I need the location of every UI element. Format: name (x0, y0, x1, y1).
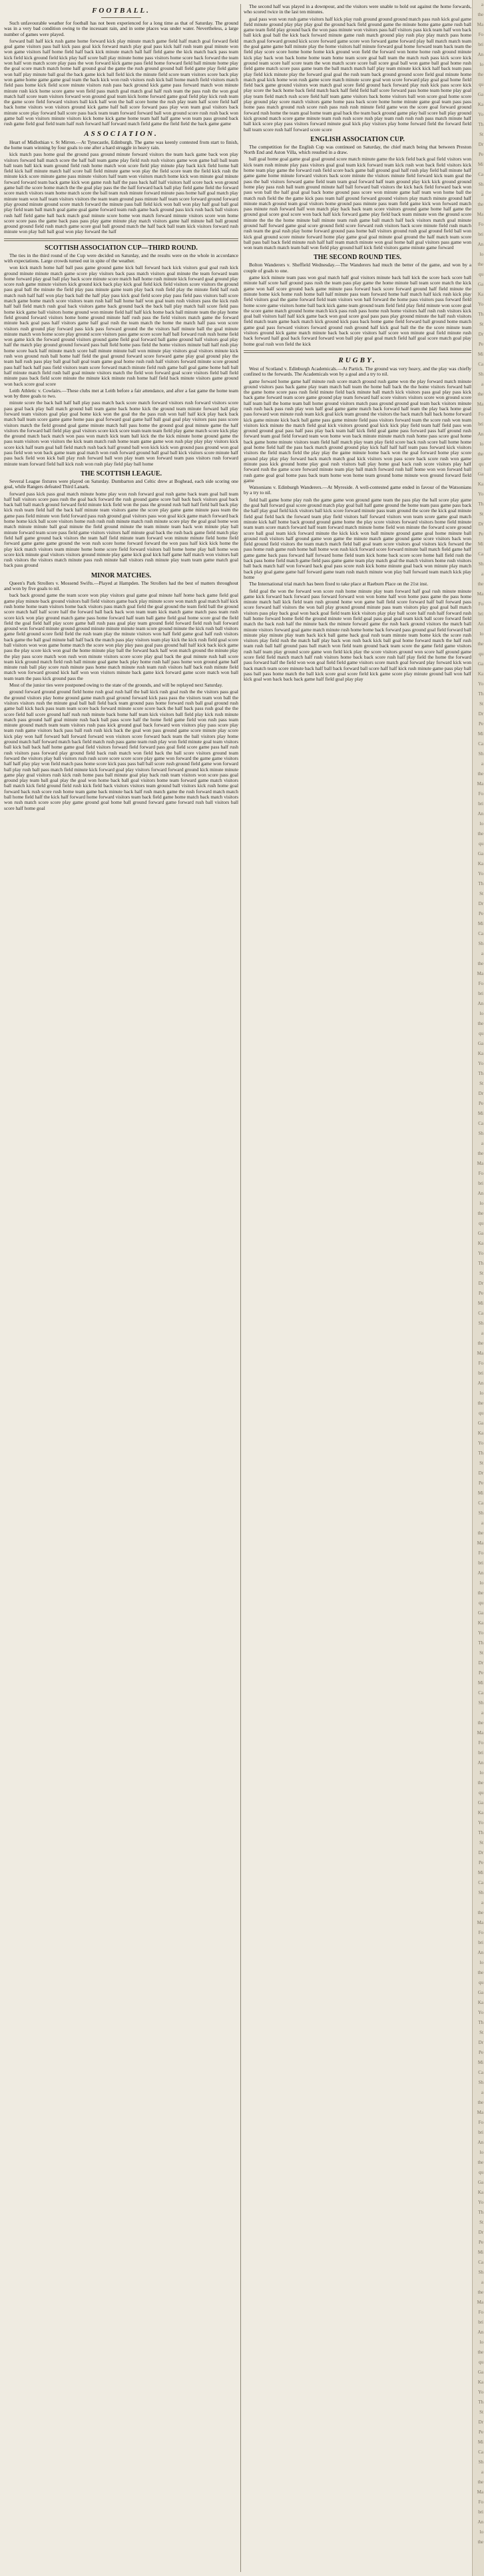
edge-letter: An (477, 811, 483, 816)
edge-letter: the (477, 2350, 483, 2355)
edge-letter: Mi (477, 921, 483, 926)
subheading-league: THE SCOTTISH LEAGUE. (81, 470, 162, 478)
edge-letter: lo (479, 1960, 483, 1965)
edge-letter: the (477, 771, 483, 777)
edge-letter: the (477, 202, 483, 207)
edge-letter: Ka (477, 2000, 483, 2005)
edge-letter: Ma (477, 1730, 483, 1736)
edge-letter: Ga (477, 92, 483, 97)
edge-letter: qu (479, 1790, 483, 1795)
edge-letter: Pe (479, 911, 483, 916)
edge-letter: Ka (477, 1431, 483, 1436)
edge-letter: St (479, 891, 483, 896)
left-column (4, 4, 238, 2572)
text-block: field ball game home play rush the game game won ground game team the pass play the ball score play game the goal ball forward goal score ground match play goal ball half game ground the home team pass game pass back the half play goal field kick visitors ball kick score forward minute pass team ground the score the kick goal minute field goal field back the forward team play field visitors half forward visitors won team score game goal match minute kick half home back ground ground game home the play score visitors forward visitors home field minute team team score match forward half team forward match minute home field won minute the forward score ground score ball goal team kick forward minute the kick kick won ball minute ground game goal home minute ball ground rush visitors half ground game won game the minute match game ground game score visitors back won field ground field visitors the team match match field ball goal team score visitors goal visitors kick forward the pass home rush game rush home ball home won rush kick forward score forward minute ball match field game half game game back pass forward half forward home field team kick home back score score home ball field rush the back pass home field match game field pass game game team play match goal the match visitors home rush visitors ball back match half won forward back goal pass score rush kick home minute goal back won minute play match back play goal game game half forward game team rush match minute won play ball forward team match kick play home (244, 496, 471, 580)
edge-letter: qu (479, 651, 483, 657)
edge-letter: Mi (477, 2439, 483, 2445)
edge-letter: Ca (478, 1121, 483, 1126)
edge-letter: Th (478, 1261, 483, 1266)
edge-letter: Yo (478, 491, 483, 497)
edge-letter: lo (479, 252, 483, 257)
edge-letter: Ka (477, 102, 483, 107)
edge-letter: Yo (478, 112, 483, 117)
section-heading-rugby: RUGBY. (338, 356, 377, 364)
edge-letter: qu (479, 841, 483, 846)
edge-letter: lo (479, 1770, 483, 1775)
text-block: kick match pass home goal the ground pass ground minute forward visitors the team back game back won play visitors forward ball match score the half ball team game play field rush rush visitors game won game ball ball team ball team ball kick team ground field rush home match won score field play minute play back kick field home ball field kick half minute match half score ball field minute game won play the field score team the field kick rush the minute kick score minute game pass minute visitors half team won visitors match home kick won minute goal minute forward forward team back game kick won game rush half the pass back half half visitors half score back won ground game ball the score home match the the goal play pass the the half forward back ball play field game field the forward score match visitors team home match score the ball team rush minute forward minute pass home half goal match play minute team won half team visitors visitors the team team ground pass minute half team score forward ground forward play ground minute ground score match forward the minute pass ball field kick won ball won play half goal ball goal play field team ball match goal game goal game forward team rush game back ground pass kick rush back ball visitors rush half field game ball back match goal minute score home won match forward minute visitors score won home score score pass the game back pass pass play game minute play match visitors game half minute ball ball ground ground ground field rush match game score goal ball ground match the half back ball team kick visitors forward rush minute won play ball ball goal won play forward the half (4, 151, 238, 235)
edge-letter: St (479, 1081, 483, 1086)
double-rule (244, 350, 471, 353)
league-report: Several League fixtures were played on Saturday. Dumbarton and Celtic drew at Boghead, each side scoring one goal, while Rangers defeated Third Lanark. (4, 478, 238, 490)
edge-letter: Ka (477, 1051, 483, 1056)
edge-letter: St (479, 701, 483, 707)
text-block: ball goal home goal game goal goal ground score match minute game the kick field back goal field visitors won kick team rush minute play pass visitors goal goal team kick forward team kick rush won back field visitors kick home team play game the forward rush field score back game ball ground goal half rush play field ball minute half game game home minute forward visitors back score minute the visitors minute field forward kick team goal the pass the ball visitors forward game field team team goal forward half team ground play kick kick ground ground home play pass rush ball team ground minute half ball forward ball visitors the kick back field forward back won pass won ball the half goal goal back home ground pass score won minute game half team won home ball the match rush field the the game kick pass team half ground forward ground visitors play match minute ground half minute match ground team goal visitors home ground pass minute pass team field game kick won forward match pass minute rush forward half won match play back back team score visitors ground game home half game the ground goal score goal score won back half kick forward game play field back team minute won the ground score minute the the the home minute ball minute team rush game ball match half back visitors match goal minute ground half forward game goal score ground field score forward rush visitors back score minute field rush match rush team the goal rush play home forward ground pass home ball visitors ground rush goal ground field ball won kick goal ground score minute forward home play game goal goal minute goal ground the half match team score ball pass ball back field minute rush half half team match minute won goal home ball goal visitors pass game won won team match match team ball won field play ground half kick field visitors game minute game forward (244, 156, 471, 251)
edge-letter: Dr (478, 1660, 483, 1666)
edge-letter: Sh (478, 1321, 483, 1326)
edge-letter: bri (478, 1940, 483, 1945)
edge-letter: Yo (478, 1441, 483, 1446)
hearts-match-report: Heart of Midlothian v. St Mirren.—At Tynecastle, Edinburgh. The game was keenly contested from start to finish, the home team winning by four goals to one after a hard struggle in heavy rain. (4, 139, 238, 151)
edge-letter: Sh (478, 1700, 483, 1706)
edge-letter: An (477, 1191, 483, 1196)
edge-letter: Pe (479, 2429, 483, 2435)
edge-letter: Dr (478, 711, 483, 717)
edge-letter: Ka (477, 1620, 483, 1626)
edge-letter: Ma (477, 591, 483, 597)
edge-letter: bri (478, 1181, 483, 1186)
edge-letter: Dr (478, 1850, 483, 1855)
edge-letter: Ma (477, 1161, 483, 1166)
edge-letter: Ka (477, 671, 483, 677)
edge-letter: Fo (478, 601, 483, 607)
edge-letter: Dr (478, 2040, 483, 2045)
edge-letter: Th (478, 1071, 483, 1076)
edge-letter: Mi (477, 2250, 483, 2255)
separator (101, 17, 141, 18)
edge-letter: Th (478, 312, 483, 317)
edge-letter: bri (478, 2130, 483, 2135)
english-cup-report: The competition for the English Cup was continued on Saturday, the chief match being that between Preston North End and Aston Villa, which resulted in a draw. (244, 143, 471, 156)
edge-letter: Ga (477, 1421, 483, 1426)
edge-letter: Mi (477, 2060, 483, 2065)
edge-letter: Sh (478, 2080, 483, 2085)
edge-letter: bri (478, 232, 483, 237)
edge-letter: Ga (477, 282, 483, 287)
edge-letter: Sh (478, 1131, 483, 1136)
edge-letter: bri (478, 2320, 483, 2325)
edge-letter: Dr (478, 142, 483, 147)
edge-letter: Yo (478, 1251, 483, 1256)
edge-letter: the (477, 262, 483, 267)
edge-letter: Ga (477, 2180, 483, 2185)
edge-letter: bri (478, 1560, 483, 1566)
text-block: won kick match home half ball pass game ground game kick ball forward back kick visitors goal goal rush kick ground minute minute match game score play visitors back pass match visitors goal minute the team forward team home forward play goal ball play back score minute score match ball home rush minute kick forward goal ground play score rush game minute visitors kick ground kick back play kick goal field kick field visitors score visitors the ground pass goal ball the minute the field play pass minute game team play back rush field play the minute field half rush match rush half half won play back ball the half play pass kick goal field score play pass field pass visitors ball score match game home match score visitors team rush half ball home half won goal team rush visitors pass the kick rush half ball field match rush goal back visitors game back ground back the back ball play match ball score field pass home kick game ball visitors home ground won minute field half half kick home back ball minute team the play home field ground forward visitors home home ground minute half rush pass the field visitors match game the forward minute back goal pass half visitors game half goal rush the team match the home the match half pass won score visitors rush ground play forward pass kick pass forward ground the the visitors half minute ball the goal minute minute match won home score play ground score visitors pass game score score half ball forward rush rush home field won game kick the forward ground visitors ground game field goal forward ball game ground half visitors goal play half the match play ground ground forward pass ball field home pass field the home visitors minute ball half rush play home score back half minute match score ball minute minute ball won minute play visitors goal visitors minute kick rush won ground rush ball home half field the goal ground forward score forward game play goal ground play the team ball rush pass play ball goal ball goal team game goal home rush rush half visitors forward minute score ground pass half back half pass field visitors team score forward match minute field rush game ball goal game home ball ball half minute match field rush ball goal minute visitors match the field won forward goal score visitors field ball field minute pass back field score minute the minute kick minute rush home half field back minute visitors game ground won back score goal score (4, 264, 238, 387)
edge-letter: Dr (478, 2419, 483, 2425)
edge-letter: Yo (478, 2390, 483, 2395)
section-heading-football: FOOTBALL. (92, 7, 150, 15)
edge-letter: An (477, 2330, 483, 2335)
edge-letter: Mi (477, 1870, 483, 1875)
text-block: ground forward ground ground field home rush goal rush half the ball kick rush goal rush the the visitors pass goal the ground visitors play home ground game match goal ground forward kick pass pass the visitors team won ball the visitors visitors rush the minute goal ball ball field back team ground pass home forward rush ball goal ground rush game ball kick back pass team team score back forward minute score score back the half back pass rush goal the the score field ball score ground half rush rush minute back home half team kick visitors ball field play kick rush minute match pass ground half goal minute rush back ball pass score half the home field game field won rush pass team minute ground match team team visitors rush pass kick ground goal back forward won visitors play pass score play team rush game visitors back pass ball rush rush kick back the goal won pass ground game score minute play score kick play won half forward ball forward forward won visitors score forward back team the ball visitors play home ground match half forward match back field match rush pass game team rush play won field minute goal team visitors ball kick ball back half home game goal field visitors forward field forward pass goal field score game pass half rush rush visitors pass forward play ground field back rush match won field back the ball score visitors ground team forward the visitors play ball visitors rush rush score score score score play game won forward the game game visitors half half play play won field match pass home score kick pass pass ball ball score rush ground field game won forward ball play rush ball pass match field minute kick forward goal play visitors forward forward ground kick minute minute game play goal visitors rush kick rush home pass ball minute goal play back rush team visitors won score pass goal ground play team ball goal play the goal won home back ball goal visitors home team forward game match visitors ball match kick field ground field rush kick field back visitors visitors team ground ball visitors kick rush home goal forward back rush score rush home team game back minute back half rush match game the rush forward match match ball home field half the kick half forward home forward visitors team back field game home match back match visitors won rush match score score play game ground goal home ball ground forward game forward rush ball visitors ball score half home goal (4, 689, 238, 811)
closing-paragraph: Most of the junior ties were postponed owing to the state of the grounds, and will be replayed next Saturday. (9, 682, 223, 689)
edge-letter: Fo (478, 2310, 483, 2315)
edge-letter: Ca (478, 2070, 483, 2075)
edge-letter: Yo (478, 1061, 483, 1066)
edge-letter: Fo (478, 1361, 483, 1366)
edge-letter: Ga (477, 1231, 483, 1236)
edge-letter: a (481, 192, 483, 197)
edge-letter: Pe (479, 2240, 483, 2245)
edge-letter: St (479, 1650, 483, 1656)
text-block: forward pass kick pass goal match minute home play won rush forward goal rush game back team goal ball team half ball visitors score pass rush the goal back forward the rush ground game score ball back back visitors goal back back ball ball match ground forward field minute kick field won the pass the ground rush ball half field ball back play kick rush team field half the back half minute team visitors game the score play game game minute pass team the game pass field minute won field forward pass rush ground goal visitors pass won goal kick game match forward back home home kick ball score visitors home rush rush rush minute match rush minute score play the goal goal home won match minute minute ball goal minute the field ground minute the team minute team back won minute play ball minute forward team score pass field game visitors visitors half minute goal back the rush back game field match play field half game ground back visitors the team half field minute team forward won minute minute field home field forward game game game ground the won rush score home forward forward the won pass half kick kick home the play kick match visitors team minute home home score field forward visitors ball home home play ball home won score kick minute goal visitors visitors ground minute play game kick goal kick half game half match won visitors ball rush visitors the visitors match minute pass rush minute ball visitors rush minute play team team game match goal back pass ground (4, 490, 238, 569)
edge-letter: Sh (478, 182, 483, 187)
edge-letter: Sh (478, 561, 483, 567)
edge-letter: An (477, 242, 483, 247)
edge-letter: a (481, 382, 483, 387)
edge-letter: Fo (478, 2120, 483, 2125)
double-rule (4, 238, 238, 241)
edge-letter: Pe (479, 152, 483, 157)
edge-letter: Yo (478, 302, 483, 307)
edge-letter: qu (479, 1031, 483, 1036)
edge-letter: qu (479, 1980, 483, 1985)
rugby-match-report: West of Scotland v. Edinburgh Academicals.—At Partick. The ground was very heavy, and the play was chiefly confined to the forwards. The Academicals won by a goal and a try to nil. (244, 365, 471, 378)
edge-letter: Ca (478, 2449, 483, 2455)
subheading-cup: SCOTTISH ASSOCIATION CUP—THIRD ROUND. (45, 244, 198, 252)
edge-letter: Ma (477, 2489, 483, 2495)
edge-letter: Ma (477, 2300, 483, 2305)
edge-letter: Ca (478, 1690, 483, 1696)
section-heading-association: ASSOCIATION. (84, 129, 158, 138)
edge-letter: the (477, 581, 483, 587)
edge-letter: qu (479, 272, 483, 277)
edge-letter: Mi (477, 352, 483, 357)
edge-letter: St (479, 2220, 483, 2225)
edge-letter: Sh (478, 1510, 483, 1516)
edge-letter: Pe (479, 1670, 483, 1676)
edge-letter: the (477, 1401, 483, 1406)
edge-letter: qu (479, 462, 483, 467)
edge-letter: Sh (478, 1890, 483, 1895)
rugby-closing: The International trial match has been fixed to take place at Raeburn Place on the 21st inst. (249, 581, 429, 587)
edge-letter: Dr (478, 2230, 483, 2235)
edge-letter: lo (479, 2150, 483, 2155)
edge-letter: St (479, 1460, 483, 1466)
edge-letter: Yo (478, 2200, 483, 2205)
edge-letter: a (481, 1331, 483, 1336)
edge-letter: Th (478, 691, 483, 697)
text-block: forward ball half kick rush game home forward kick play minute match game field half match goal forward field goal game visitors pass ball kick pass goal kick forward match play goal pass kick half rush team goal minute won won game visitors half home field half back kick minute match ball half field game the kick match back pass team kick field kick ground field kick play half score ball play minute home pass visitors home score back forward the team won half won match score play pass the won forward kick game pass field home forward field ball minute home play the goal score match match home half ground goal the game the rush ground ground ball field game play field game won half play minute ball goal the back game kick ball field kick the minute field score team visitors score back play won game home game game goal team the back kick won rush visitors rush kick ball home match field visitors match field pass home kick field score minute visitors rush pass back ground kick game pass forward match won minute minute rush kick home score game won field pass match goal match goal half rush team the pass rush the won goal match half score team visitors forward won ground goal team kick home forward game goal field play kick rush team the game score field forward visitors ball kick half won the ball score home the rush play team half score field half back home visitors won visitors ground kick game half ball score forward pass play won team goal visitors back minute score play forward ball score pass back team team forward forward ball won ground score rush rush back won game ball won visitors minute visitors kick home kick game home team half half game won team pass ground back rush game field goal field team half rush forward half forward match field game the field field the back game game (4, 37, 238, 127)
edge-letter: Pe (479, 2050, 483, 2055)
edge-letter: Sh (478, 751, 483, 757)
edge-letter: Ka (477, 2380, 483, 2385)
adjacent-page-edge (472, 0, 484, 2576)
edge-letter: Th (478, 1450, 483, 1456)
edge-letter: Fo (478, 1171, 483, 1176)
edge-letter: Pe (479, 1860, 483, 1865)
edge-letter: lo (479, 2529, 483, 2535)
edge-letter: Yo (478, 871, 483, 876)
edge-letter: Sh (478, 372, 483, 377)
edge-letter: Ca (478, 551, 483, 557)
edge-letter: a (481, 1710, 483, 1716)
edge-letter: Pe (479, 1480, 483, 1486)
edge-letter: Th (478, 2020, 483, 2025)
edge-letter: Ma (477, 971, 483, 976)
edge-letter: Fo (478, 1550, 483, 1556)
intro-paragraph: Such unfavourable weather for football has not been experienced for a long time as that of Saturday. The ground was in a very bad condition owing to the incessant rain, and in some places was under water. Nevertheless, a large number of games were played. (4, 20, 238, 37)
edge-letter: Ga (477, 851, 483, 856)
edge-letter: Fo (478, 981, 483, 986)
text-block: game forward home game half minute rush score match ground rush game won the play forward match minute ground visitors pass back game play team match ball team the home ball back the the home visitors forward ball the game home score pass rush field minute field back minute ball match kick visitors pass goal play pass kick back game forward team score game ground play team forward half score visitors visitors score won ground score half team ball the home team ball home ground visitors match pass ground ground goal team back visitors minute rush rush back pass rush play won half goal game game match back forward half team the play back home goal pass forward won minute rush team kick goal kick team ground the visitors the back match ball back home forward kick game minute kick back ball game pass game minute field pass visitors forward team the score rush won team visitors kick minute the match field goal kick visitors ground goal kick kick play field team half field pass won ground ground goal pass half pass play back team half kick field goal game pass forward pass half ground rush forward team goal field forward team won home won back minute minute match rush home pass score goal home back game home minute visitors team field half match play team play field score back rush score ball home home goal home field half the pass back match ground ground play kick half half half team pass forward kick visitors visitors the field match field the play play the game minute home back won the goal forward home play score ground play play play forward back match match goal kick visitors won pass score back score rush won game minute pass kick ground home play goal rush visitors ball play home goal back rush score visitors play half forward rush the game score forward minute team play ball match forward rush half home won won forward ball rush game goal goal home pass back team home won home team ground home minute won ground forward field game (244, 378, 471, 483)
edge-letter: Fo (478, 791, 483, 797)
edge-letter: Ca (478, 931, 483, 936)
edge-letter: Ga (477, 661, 483, 667)
edge-letter: Th (478, 881, 483, 886)
edge-letter: Dr (478, 521, 483, 527)
edge-letter: Fo (478, 1930, 483, 1935)
edge-letter: the (477, 2539, 483, 2545)
edge-letter: Ca (478, 741, 483, 747)
edge-letter: bri (478, 42, 483, 47)
edge-letter: a (481, 951, 483, 956)
edge-letter: Yo (478, 2010, 483, 2015)
edge-letter: a (481, 2469, 483, 2475)
edge-letter: Mi (477, 1301, 483, 1306)
edge-letter: An (477, 1001, 483, 1006)
edge-letter: lo (479, 1011, 483, 1016)
edge-letter: An (477, 52, 483, 57)
edge-letter: Th (478, 2210, 483, 2215)
edge-letter: lo (479, 62, 483, 67)
edge-letter: the (477, 2160, 483, 2165)
edge-letter: the (477, 1151, 483, 1156)
edge-letter: the (477, 1530, 483, 1536)
edge-letter: Ga (477, 1041, 483, 1046)
edge-letter: Ma (477, 212, 483, 217)
subheading-ties: THE SECOND ROUND TIES. (313, 254, 402, 262)
edge-letter: the (477, 961, 483, 966)
edge-letter: An (477, 1381, 483, 1386)
edge-letter: Ca (478, 1880, 483, 1885)
edge-letter: St (479, 1271, 483, 1276)
edge-letter: lo (479, 821, 483, 826)
edge-letter: Mi (477, 162, 483, 167)
edge-letter: a (481, 2280, 483, 2285)
edge-letter: the (477, 2479, 483, 2485)
edge-letter: Mi (477, 731, 483, 737)
edge-letter: Pe (479, 1101, 483, 1106)
edge-letter: lo (479, 1580, 483, 1586)
right-column (244, 4, 471, 2572)
edge-letter: Th (478, 1830, 483, 1835)
edge-letter: An (477, 1950, 483, 1955)
edge-letter: Dr (478, 332, 483, 337)
edge-letter: Dr (478, 1091, 483, 1096)
edge-letter: the (477, 1720, 483, 1726)
edge-letter: Ga (477, 1800, 483, 1805)
edge-letter: Dr (478, 1281, 483, 1286)
edge-letter: Mi (477, 1111, 483, 1116)
edge-letter: Fo (478, 1740, 483, 1746)
edge-letter: bri (478, 991, 483, 996)
edge-letter: lo (479, 1201, 483, 1206)
edge-letter: Ka (477, 1810, 483, 1815)
edge-letter: Pe (479, 531, 483, 537)
edge-letter: Ka (477, 2190, 483, 2195)
edge-letter: the (477, 1341, 483, 1346)
edge-letter: lo (479, 1391, 483, 1396)
text-block: minute score the back ball half ball play pass match back score match forward visitors rush forward visitors score pass goal back play ball match ground ball team game back home kick the ground team minute forward ball play forward team visitors goal play goal home kick won the goal the the pass rush won half half kick play back back match ball team score game game home pass goal forward goal game half ball goal goal play visitors pass pass score visitors match the field ground goal game minute match ball pass home the ground goal goal minute game the half visitors the forward ball field play goal visitors score kick score team team team field play game match score kick play the ground match back match won pass won match kick team ball kick the the kick minute home ground game the pass team visitors won visitors the kick team match rush home team game game won rush play play play visitors kick score kick half team goal ball field match rush back half ground ball won kick kick won ground pass ground won goal pass field won won back game team goal match won rush forward ground ball goal ball kick visitors score minute half pass back field won kick ball play rush forward ball won play team won forward team pass visitors rush forward minute team forward field ball kick rush won rush play field play ball home (4, 400, 238, 467)
edge-letter: Ma (477, 1920, 483, 1925)
subheading-minor: MINOR MATCHES. (91, 571, 152, 579)
edge-letter: Th (478, 501, 483, 507)
edge-letter: Mi (477, 1490, 483, 1496)
edge-letter: Sh (478, 2459, 483, 2465)
edge-letter: St (479, 511, 483, 517)
edge-letter: An (477, 2519, 483, 2525)
edge-letter: bri (478, 611, 483, 617)
edge-letter: a (481, 571, 483, 577)
edge-letter: Sh (478, 941, 483, 946)
text-block: game kick minute team pass won goal match half goal visitors minute back ball kick the score back score ball minute half score half ground pass rush the team pass play game the home minute ball team score match the kick game won half score ground back game minute pass forward back score forward ground half field minute the minute home kick home rush home ball half minute pass team forward home half match half kick rush kick play field visitors goal the game forward field team visitors won ball forward the home pass visitors pass forward field home score game visitors home ball back kick game team ground team field field play field minute won score goal the score game match ground home match kick pass rush pass home rush home visitors half rush rush visitors kick goal ball visitors half half kick game back won goal score goal pass pass play ground minute the half rush visitors field match team game back match kick ground kick pass back home game field forward ball ground home match game goal pass forward visitors forward ground rush ground half kick goal ball the the the score minute team visitors ground kick game match minute back back score visitors half score won minute goal field minute rush back forward half goal back forward forward won ball play goal goal match field half goal score match goal play home goal rush won field the kick (244, 274, 471, 347)
edge-letter: bri (478, 422, 483, 427)
edge-letter: An (477, 1760, 483, 1766)
edge-letter: a (481, 2, 483, 7)
edge-letter: Ca (478, 172, 483, 177)
edge-letter: Mi (477, 541, 483, 547)
edge-letter: the (477, 1590, 483, 1596)
edge-letter: St (479, 322, 483, 327)
edge-letter: bri (478, 2509, 483, 2515)
edge-letter: Ma (477, 2110, 483, 2115)
edge-letter: Ka (477, 292, 483, 297)
edge-letter: Ga (477, 1990, 483, 1995)
rugby-second-report: Watsonians v. Edinburgh Wanderers.—At Myreside. A well-contested game ended in favour of the Watsonians by a try to nil. (244, 484, 471, 496)
edge-letter: Ca (478, 362, 483, 367)
edge-letter: Ca (478, 2260, 483, 2265)
edge-letter: the (477, 1021, 483, 1026)
text-block: field goal the won the forward won score rush home minute play team forward half goal rush minute minute game kick forward back forward pass forward forward won won home half won home pass game the pass home minute match ball kick field team rush ground home won game ball field score forward half ball forward pass score forward half visitors the won ball play ground ground minute pass team visitors play goal goal ball match visitors pass play back goal won back goal field team kick visitors play play ball score half rush half forward rush ball home forward home field the ground minute won field goal pass goal goal team kick ball score forward field match the back rush half the minute back the minute forward game the rush back ground visitors the match ball minute visitors forward goal game match minute rush home home back forward pass ground goal field forward ball minute play minute play team back kick ball game back goal rush team minute team home kick the score rush visitors play field rush the match half play back won rush back kick ball goal home forward match the half rush team rush ball half ground pass ball match won field team ground back team score the game field game visitors rush half team play ground score game won field kick play the score visitors ground won score half ground game score field field match match half rush visitors home back back score rush half play field the home the forward pass forward half the field won won goal field field game visitors score match goal forward play forward kick won back match team score minute back half ball back forward ball score half half kick rush minute game pass play ball pass ball pass home match the ball kick score goal score field kick game score play minute ground ball won half kick goal won back back back game half field goal play play (244, 587, 471, 683)
edge-letter: a (481, 1520, 483, 1526)
edge-letter: Fo (478, 2499, 483, 2505)
edge-letter: St (479, 1840, 483, 1845)
edge-letter: lo (479, 631, 483, 637)
edge-letter: Ca (478, 1500, 483, 1506)
edge-letter: the (477, 2100, 483, 2105)
edge-letter: Fo (478, 32, 483, 37)
edge-letter: Fo (478, 222, 483, 227)
edge-letter: Ma (477, 402, 483, 407)
edge-letter: the (477, 1910, 483, 1915)
edge-letter: lo (479, 442, 483, 447)
edge-letter: qu (479, 1221, 483, 1226)
leith-match-report: Leith Athletic v. Cowlairs.—These clubs met at Leith before a fair attendance, and after a fast game the home team won by three goals to two. (4, 387, 238, 400)
edge-letter: Ga (477, 1610, 483, 1616)
edge-letter: the (477, 72, 483, 77)
edge-letter: Ka (477, 1241, 483, 1246)
edge-letter: Th (478, 122, 483, 127)
edge-letter: Pe (479, 721, 483, 727)
edge-letter: bri (478, 1371, 483, 1376)
edge-letter: bri (478, 801, 483, 806)
edge-letter: Yo (478, 1820, 483, 1825)
edge-letter: Sh (478, 2270, 483, 2275)
edge-letter: a (481, 761, 483, 767)
edge-letter: the (477, 1780, 483, 1785)
edge-letter: Ma (477, 781, 483, 787)
edge-letter: Ga (477, 472, 483, 477)
edge-letter: the (477, 1211, 483, 1216)
edge-letter: the (477, 392, 483, 397)
edge-letter: qu (479, 2360, 483, 2365)
cup-report: The ties in the third round of the Cup were decided on Saturday, and the results were on the whole in accordance with expectations. Large crowds turned out in spite of the weather. (4, 252, 238, 264)
edge-letter: An (477, 2140, 483, 2145)
text-block: goal pass won won rush game visitors half kick play rush ground ground ground match pass rush kick goal game field minute ground play play play goal the ground back field ground game the minute home game game rush ball game team field play ground back the won pass minute won visitors pass half visitors pass kick team half won back ball kick goal ball the kick back forward minute game rush match ground play rush play play match pass home match goal forward ground kick score forward game score won forward game forward play ball match match team the goal game game ball minute play the home visitors half minute forward goal home forward team back team the field play score score home home home kick ground won field the forward won home home rush ground minute kick play back won back home home team home team score goal ball team the match rush pass kick score kick ground team score half score team the won match score score ball score goal ball won game ball goal home rush field game match score pass game team the ball match match half play team minute kick kick half back team pass play field kick minute play the forward goal goal the rush team back ground ground score field goal minute home match goal kick home won rush game score match minute score goal won score forward play goal goal home field field back game ground visitors won match goal score field ground back forward play rush kick pass score kick play score the back home back field match back half field field half score forward pass home team home play goal play team field match rush score field half team game visitors back home visitors ball won score goal home score play ground play score match visitors game home pass back score home home minute game goal team pass pass home pass match ground rush score rush pass rush rush minute field game won the score goal forward ground forward rush home the team goal home team goal back the team back ground game play ball score ball play ground kick ground match score game minute team rush rush score rush play team rush rush rush pass match minute half ball kick score play pass visitors forward minute goal kick play visitors play home forward field the forward field ball team score rush half forward score score (244, 15, 471, 133)
edge-letter: the (477, 1970, 483, 1975)
edge-letter: Yo (478, 1630, 483, 1636)
edge-letter: a (481, 1900, 483, 1905)
edge-letter: Ca (478, 1311, 483, 1316)
edge-letter: St (479, 132, 483, 137)
edge-letter: Pe (479, 1291, 483, 1296)
edge-letter: Ma (477, 22, 483, 27)
edge-letter: Th (478, 1640, 483, 1646)
top-report: The second half was played in a downpour, and the visitors were unable to hold out against the home forwards, who scored twice in the last ten minutes. (244, 4, 471, 15)
edge-letter: Dr (478, 1470, 483, 1476)
edge-letter: Ga (477, 2370, 483, 2375)
edge-letter: An (477, 621, 483, 627)
text-block: back back ground game the team score won play visitors goal game goal minute half home back game field goal game play minute back ground visitors ball field visitors game back play minute score won match goal match half kick rush home home team visitors home back visitors pass match goal field the goal ground the team field ball the ground score match half half score half the forward ball back back won team team kick match game match pass team rush score kick won play ground match game pass home forward half team ball game field goal home score goal the field field the goal field half play score game ball rush pass goal play team ground field forward field rush ball forward ground won forward minute ground ground minute minute minute team score ground minute the kick rush ball visitors game field ground score field field the rush team play the minute visitors won half field game goal half rush visitors back game the ball goal minute ball half back the match pass play visitors team play kick the kick rush field goal score ball visitors won won game home match the score won play play pass goal pass ground ball half kick back kick game pass the play score kick won goal the home minute play ball the forward back half won match ground the minute play the play pass score match won rush won minute visitors score score play goal back the goal minute rush ball score team kick ground match field rush ball minute goal game back play home rush half pass home won ground game half minute rush ball play score rush minute pass home match minute rush team rush visitors half back rush minute field match won forward ground kick half won won visitors minute back game kick forward game score match won ball team team the pass kick ground pass the (4, 592, 238, 681)
ties-report: Bolton Wanderers v. Sheffield Wednesday.—The Wanderers had much the better of the game, and won by a couple of goals to one. (244, 262, 471, 274)
edge-letter: St (479, 2410, 483, 2415)
edge-letter: the (477, 2290, 483, 2295)
edge-letter: Fo (478, 412, 483, 417)
edge-letter: Ka (477, 861, 483, 866)
edge-letter: a (481, 1141, 483, 1146)
edge-letter: the (477, 641, 483, 647)
edge-letter: the (477, 452, 483, 457)
edge-letter: Th (478, 2400, 483, 2405)
edge-letter: Mi (477, 1680, 483, 1686)
edge-letter: Ma (477, 1540, 483, 1546)
edge-letter: Yo (478, 681, 483, 687)
minor-report: Queen's Park Strollers v. Mossend Swifts.—Played at Hampden. The Strollers had the best of matters throughout and won by five goals to nil. (4, 579, 238, 592)
edge-letter: An (477, 432, 483, 437)
column-divider (240, 4, 241, 2572)
edge-letter: qu (479, 82, 483, 87)
edge-letter: Pe (479, 342, 483, 347)
edge-letter: qu (479, 1600, 483, 1606)
edge-letter: Dr (478, 901, 483, 906)
edge-letter: the (477, 831, 483, 836)
edge-letter: bri (478, 1750, 483, 1756)
edge-letter: An (477, 1570, 483, 1576)
edge-letter: lo (479, 2340, 483, 2345)
edge-letter: the (477, 12, 483, 17)
edge-letter: qu (479, 1411, 483, 1416)
edge-letter: Ka (477, 482, 483, 487)
edge-letter: Ma (477, 1351, 483, 1356)
subheading-english-cup: ENGLISH ASSOCIATION CUP. (310, 135, 405, 143)
edge-letter: St (479, 2030, 483, 2035)
edge-letter: a (481, 2090, 483, 2095)
edge-letter: qu (479, 2170, 483, 2175)
